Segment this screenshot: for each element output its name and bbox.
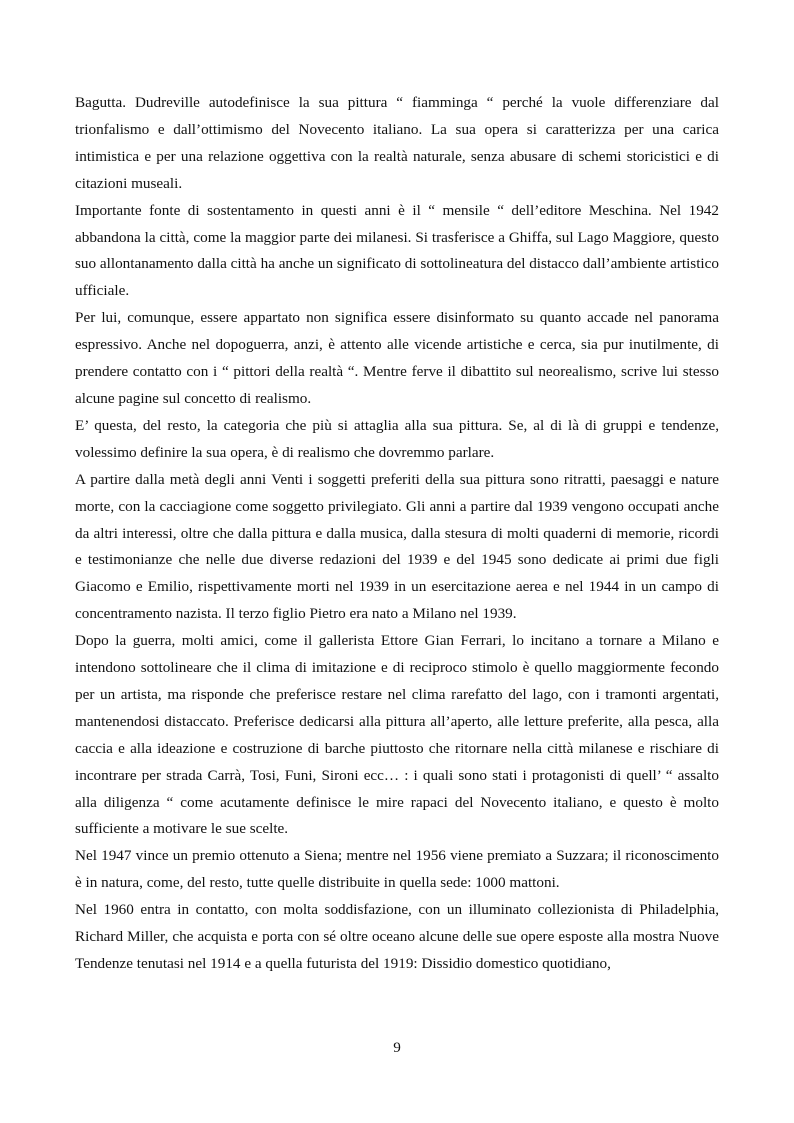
paragraph: E’ questa, del resto, la categoria che più si attaglia alla sua pittura. Se, al di là di gruppi e tendenze, volessimo definire la sua opera, è di realismo che dovremmo parlare. xyxy=(75,416,719,461)
paragraph: A partire dalla metà degli anni Venti i soggetti preferiti della sua pittura sono ritratti, paesaggi e nature morte, con la cacciagione come soggetto privilegiato. Gli anni a partire dal 1939 vengono occupati anche da altri interessi, oltre che dalla pittura e dalla musica, dalla stesura di molti quaderni di memorie, ricordi e testimonianze che nelle due diverse redazioni del 1939 e del 1945 sono dedicate ai primi due figli Giacomo e Emilio, rispettivamente morti nel 1939 in un esercitazione aerea e nel 1944 in un campo di concentramento nazista. Il terzo figlio Pietro era nato a Milano nel 1939. xyxy=(75,470,719,623)
paragraph: Per lui, comunque, essere appartato non significa essere disinformato su quanto accade nel panorama espressivo. Anche nel dopoguerra, anzi, è attento alle vicende artistiche e cerca, sia pur inutilmente, di prendere contatto con i “ pittori della realtà “. Mentre ferve il dibattito sul neorealismo, scrive lui stesso alcune pagine sul concetto di realismo. xyxy=(75,309,719,407)
paragraph: Dopo la guerra, molti amici, come il gallerista Ettore Gian Ferrari, lo incitano a tornare a Milano e intendono sottolineare che il clima di imitazione e di reciproco stimolo è quello maggiormente fecondo per un artista, ma risponde che preferisce restare nel clima rarefatto del lago, con i tramonti argentati, mantenendosi distaccato. Preferisce dedicarsi alla pittura all’aperto, alle letture preferite, alla pesca, alla caccia e alla ideazione e costruzione di barche piuttosto che ritornare nella città milanese e rischiare di incontrare per strada Carrà, Tosi, Funi, Sironi ecc… : i quali sono stati i protagonisti di quell’ “ assalto alla diligenza “ come acutamente definisce le mire rapaci del Novecento italiano, e questo è molto sufficiente a motivare le sue scelte. xyxy=(75,632,719,838)
document-body xyxy=(75,90,719,978)
paragraph: Bagutta. Dudreville autodefinisce la sua pittura “ fiamminga “ perché la vuole differenziare dal trionfalismo e dall’ottimismo del Novecento italiano. La sua opera si caratterizza per una carica intimistica e per una relazione oggettiva con la realtà naturale, senza abusare di schemi storicistici e di citazioni museali. xyxy=(75,94,719,192)
paragraph: Nel 1947 vince un premio ottenuto a Siena; mentre nel 1956 viene premiato a Suzzara; il riconoscimento è in natura, come, del resto, tutte quelle distribuite in quella sede: 1000 mattoni. xyxy=(75,847,719,892)
page-number: 9 xyxy=(393,1039,401,1056)
paragraph: Importante fonte di sostentamento in questi anni è il “ mensile “ dell’editore Meschina. Nel 1942 abbandona la città, come la maggior parte dei milanesi. Si trasferisce a Ghiffa, sul Lago Maggiore, questo suo allontanamento dalla città ha anche un significato di sottolineatura del distacco dall’ambiente artistico ufficiale. xyxy=(75,201,719,300)
paragraph: Nel 1960 entra in contatto, con molta soddisfazione, con un illuminato collezionista di Philadelphia, Richard Miller, che acquista e porta con sé oltre oceano alcune delle sue opere esposte alla mostra Nuove Tendenze tenutasi nel 1914 e a quella futurista del 1919: Dissidio domestico quotidiano, xyxy=(75,901,719,972)
